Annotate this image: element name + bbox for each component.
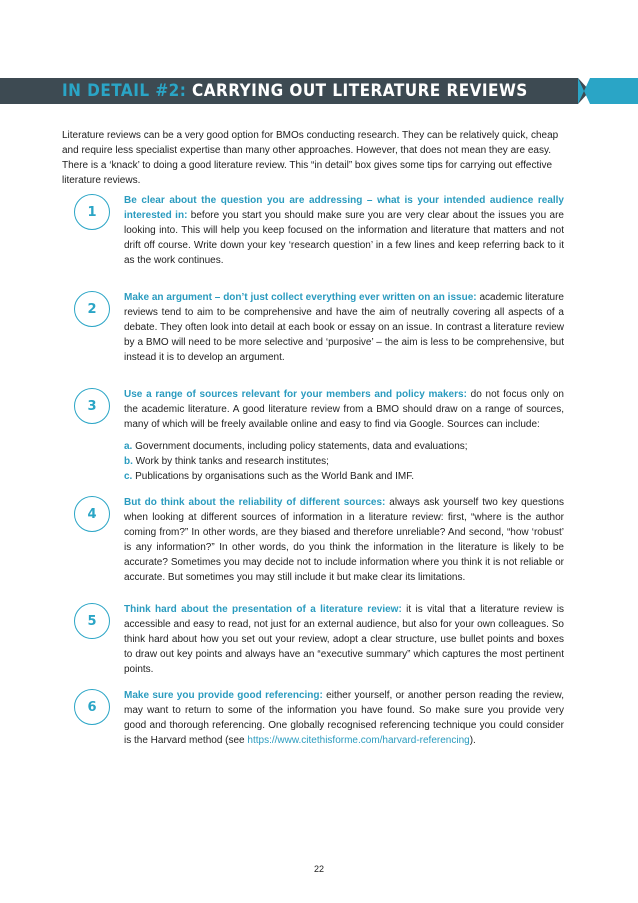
tip-body [124,194,564,269]
tip-body [124,291,564,366]
list-letter: c. [124,470,133,482]
list-letter: b. [124,455,133,467]
tip-body [124,689,564,749]
tip-lead: But do think about the reliability of different sources: [124,497,386,508]
tip-text: do not focus only on the academic literature. A good literature review from a BMO should draw on a range of sources, many of which will be freely available online and easy to find via Google. Sources can include: [124,389,564,430]
section-title [62,81,528,101]
tip-lead: Think hard about the presentation of a literature review: [124,604,402,615]
list-letter: a. [124,440,133,452]
tip-number-badge: 2 [74,291,110,327]
section-banner [0,78,578,104]
tip-text: either yourself, or another person reading the review, may want to return to some of the information you have found. So make sure you provide very good and thorough referencing. One globally recognised referencing technique you could consider is the Harvard method (see [124,690,564,746]
tip-number-badge: 4 [74,496,110,532]
tip-body [124,388,564,484]
section-title-main: CARRYING OUT LITERATURE REVIEWS [192,81,528,101]
tip-text: it is vital that a literature review is accessible and easy to read, not just for an external audience, but also for your own colleagues. So think hard about how you set out your review, adopt a clear structure, use bullet points and boxes to draw out key points and always have an “executive summary” which captures the most pertinent points. [124,604,565,675]
list-text: Government documents, including policy statements, data and evaluations; [132,440,468,452]
section-title-accent: IN DETAIL #2: [62,81,187,101]
tip-lead: Make an argument – don’t just collect everything ever written on an issue: [124,292,477,303]
tip-lead: Make sure you provide good referencing: [124,690,323,701]
tip-number-badge: 5 [74,603,110,639]
tip-text: academic literature reviews tend to aim to be comprehensive and have the aim of neutrally covering all aspects of a debate. They often look into detail at each book or essay on an issue. In contrast a literature review by a BMO will need to be more selective and ‘purposive’ – the aim is less to be comprehensive, but instead it is to develop an argument. [124,292,564,363]
tip-number-badge: 6 [74,689,110,725]
list-item [124,454,564,469]
harvard-referencing-link[interactable]: https://www.citethisforme.com/harvard-referencing [247,734,470,746]
tip-text: before you start you should make sure you are very clear about the issues you are looking into. This will help you keep focused on the information and literature that matters and not drift off course. Write down your key ‘research question’ in a few lines and keep referring back to it as the work continues. [124,209,564,266]
source-list [124,439,564,484]
tip-body [124,603,564,678]
list-text: Publications by organisations such as the World Bank and IMF. [132,470,414,482]
tip-number-badge: 1 [74,194,110,230]
list-item [124,469,564,484]
tip-text: always ask yourself two key questions when looking at different sources of information in a literature review: first, “where is the author coming from?” In other words, are they biased and therefore unreliable? And second, “how ‘robust’ is any information?” In other words, do you think the information in the literature is likely to be accurate? Sometimes you may decide not to include information where you think it is not reliable or accurate. But sometimes you may still include it but make clear its limitations. [124,497,564,583]
list-item [124,439,564,454]
list-text: Work by think tanks and research institutes; [132,455,329,467]
tip-number-badge: 3 [74,388,110,424]
tip-lead: Use a range of sources relevant for your members and policy makers: [124,389,467,400]
page-number: 22 [313,864,324,874]
tip-text-after: ). [469,734,476,746]
tip-lead: Be clear about the question you are addressing – what is your intended audience really interested in: [124,195,564,221]
intro-paragraph: Literature reviews can be a very good option for BMOs conducting research. They can be relatively quick, cheap and require less specialist expertise than many other approaches. However, that does not mean they are easy. There is a ‘knack’ to doing a good literature review. This “in detail” box gives some tips for carrying out effective literature reviews. [62,130,559,186]
tip-body [124,496,564,585]
